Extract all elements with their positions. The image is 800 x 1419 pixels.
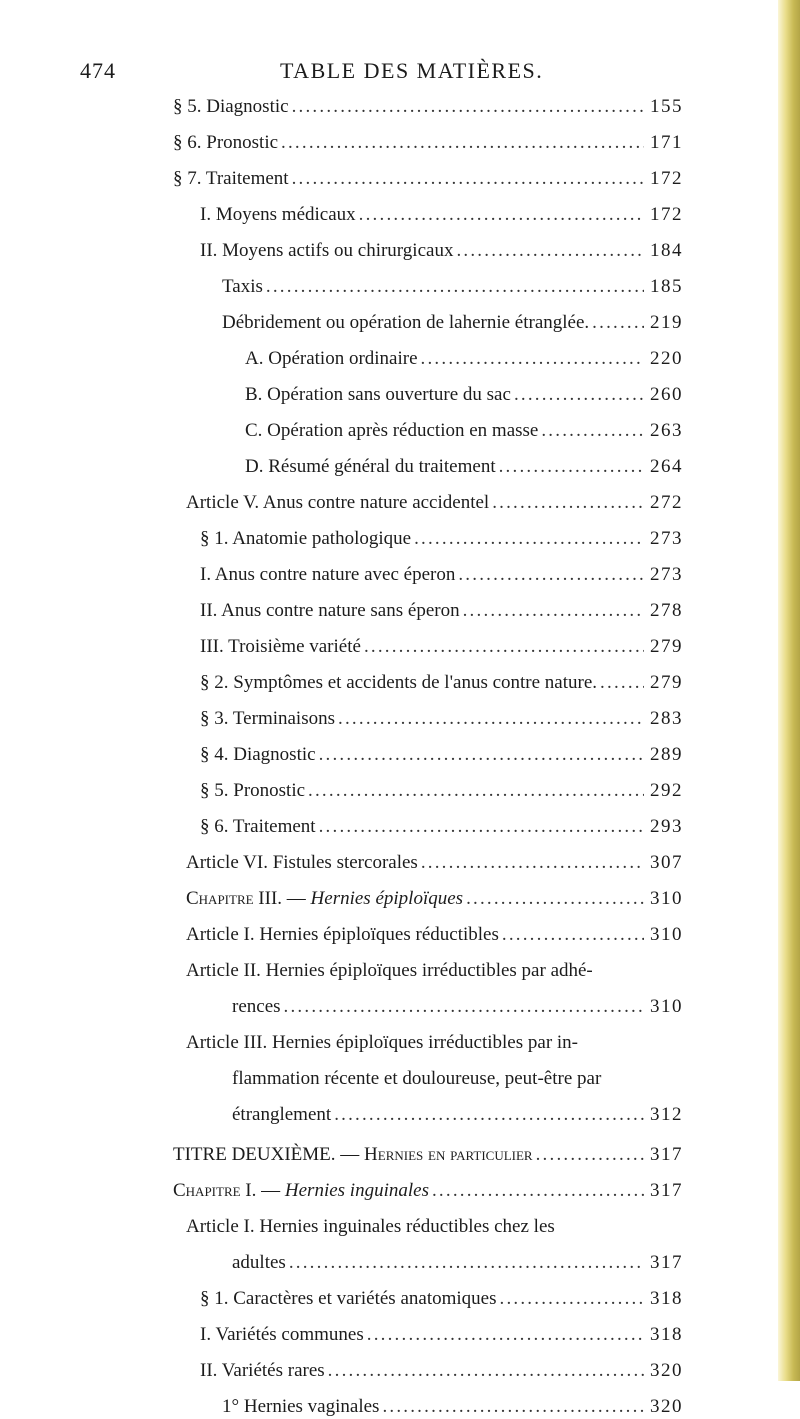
- toc-entry-label: § 6. Traitement: [200, 816, 316, 837]
- toc-entry: [232, 1103, 683, 1127]
- toc-entry-label: rences: [232, 996, 281, 1017]
- toc-entry-label: § 5. Pronostic: [200, 780, 306, 801]
- page-edge-shading: [778, 0, 800, 1381]
- toc-entry-label: II. Anus contre nature sans éperon: [200, 600, 460, 621]
- toc-entry: [200, 779, 683, 803]
- toc-entry-label: 1° Hernies vaginales: [222, 1396, 380, 1417]
- toc-entry-page: 264: [650, 456, 683, 477]
- leader-dots: [292, 95, 644, 119]
- toc-entry-label: § 3. Terminaisons: [200, 708, 336, 729]
- toc-entry-page: 260: [650, 384, 683, 405]
- toc-entry-chapter: [173, 1179, 683, 1203]
- running-title: TABLE DES MATIÈRES.: [280, 58, 544, 83]
- toc-entry: [222, 311, 683, 335]
- toc-entry-page: 278: [650, 600, 683, 621]
- toc-entry: [200, 743, 683, 767]
- toc-entry-page: 172: [650, 204, 683, 225]
- toc-entry: [200, 239, 683, 263]
- leader-dots: [458, 563, 644, 587]
- toc-entry-page: 219: [650, 312, 683, 333]
- toc-entry-page: 279: [650, 636, 683, 657]
- toc-entry: [245, 419, 683, 443]
- toc-entry-label: § 4. Diagnostic: [200, 744, 316, 765]
- toc-entry-label: Chapitre III. — Hernies épiploïques: [186, 888, 464, 909]
- leader-dots: [364, 635, 644, 659]
- toc-entry-page: 283: [650, 708, 683, 729]
- toc-entry: [200, 635, 683, 659]
- toc-entry-label: étranglement: [232, 1104, 332, 1125]
- leader-dots: [592, 311, 644, 335]
- leader-dots: [502, 923, 644, 947]
- leader-dots: [367, 1323, 644, 1347]
- toc-entry: [232, 1251, 683, 1275]
- toc-entry: [200, 1359, 683, 1383]
- toc-entry-page: 273: [650, 528, 683, 549]
- toc-entry-page: 318: [650, 1288, 683, 1309]
- toc-entry: [200, 1323, 683, 1347]
- toc-entry: [173, 167, 683, 191]
- toc-entry: [200, 203, 683, 227]
- toc-entry-page: 317: [650, 1180, 683, 1201]
- toc-entry: [200, 671, 683, 695]
- toc-entry: [232, 995, 683, 1019]
- toc-entry-line: Article I. Hernies inguinales réductibles chez les: [186, 1216, 555, 1237]
- toc-entry-page: 289: [650, 744, 683, 765]
- toc-entry: [200, 1287, 683, 1311]
- toc-entry-label: § 1. Caractères et variétés anatomiques: [200, 1288, 497, 1309]
- leader-dots: [456, 239, 644, 263]
- toc-entry-label: § 1. Anatomie pathologique: [200, 528, 412, 549]
- leader-dots: [281, 131, 644, 155]
- toc-entry-line: Article III. Hernies épiploïques irréductibles par in-: [186, 1032, 578, 1053]
- leader-dots: [338, 707, 644, 731]
- toc-entry-line: Article II. Hernies épiploïques irréductibles par adhé-: [186, 960, 593, 981]
- toc-entry-page: 310: [650, 996, 683, 1017]
- toc-entry-label: Taxis: [222, 276, 263, 297]
- leader-dots: [514, 383, 644, 407]
- toc-entry: [186, 851, 683, 875]
- leader-dots: [308, 779, 644, 803]
- leader-dots: [334, 1103, 644, 1127]
- toc-entry-label: D. Résumé général du traitement: [245, 456, 496, 477]
- leader-dots: [541, 419, 644, 443]
- toc-entry-label: I. Moyens médicaux: [200, 204, 356, 225]
- leader-dots: [284, 995, 644, 1019]
- toc-entry-page: 307: [650, 852, 683, 873]
- toc-entry: [245, 455, 683, 479]
- leader-dots: [382, 1395, 644, 1419]
- toc-entry-label: Chapitre I. — Hernies inguinales: [173, 1180, 429, 1201]
- toc-entry-page: 317: [650, 1252, 683, 1273]
- toc-entry-label: Article V. Anus contre nature accidentel: [186, 492, 490, 513]
- toc-entry: [173, 131, 683, 155]
- toc-entry-page: 320: [650, 1396, 683, 1417]
- toc-entry-page: 293: [650, 816, 683, 837]
- page-number: 474: [80, 58, 116, 83]
- toc-entry-page: 312: [650, 1104, 683, 1125]
- toc-entry-page: 320: [650, 1360, 683, 1381]
- toc-entry-line: flammation récente et douloureuse, peut-être par: [232, 1068, 602, 1089]
- toc-entry-page: 220: [650, 348, 683, 369]
- toc-entry: [173, 95, 683, 119]
- leader-dots: [500, 1287, 645, 1311]
- toc-entry-page: 318: [650, 1324, 683, 1345]
- toc-entry-label: B. Opération sans ouverture du sac: [245, 384, 511, 405]
- toc-entry-label: § 2. Symptômes et accidents de l'anus contre nature.: [200, 672, 598, 693]
- toc-entry-page: 185: [650, 276, 683, 297]
- toc-entry-label: III. Troisième variété: [200, 636, 361, 657]
- toc-entry: [200, 599, 683, 623]
- toc-entry: [186, 491, 683, 515]
- toc-entry-label: § 6. Pronostic: [173, 132, 279, 153]
- toc-entry-page: 279: [650, 672, 683, 693]
- leader-dots: [600, 671, 644, 695]
- toc-entry-label: C. Opération après réduction en masse: [245, 420, 539, 441]
- toc-entry: [245, 347, 683, 371]
- toc-entry-label: I. Anus contre nature avec éperon: [200, 564, 456, 585]
- page-header: [80, 58, 680, 88]
- leader-dots: [266, 275, 644, 299]
- toc-entry-label: TITRE DEUXIÈME. — Hernies en particulier: [173, 1144, 533, 1165]
- toc-entry: [200, 707, 683, 731]
- leader-dots: [492, 491, 644, 515]
- toc-entry: [222, 275, 683, 299]
- leader-dots: [466, 887, 644, 911]
- toc-entry-label: § 5. Diagnostic: [173, 96, 289, 117]
- leader-dots: [289, 1251, 644, 1275]
- toc-entry-label: A. Opération ordinaire: [245, 348, 418, 369]
- toc-entry-page: 263: [650, 420, 683, 441]
- leader-dots: [499, 455, 644, 479]
- toc-entry-page: 292: [650, 780, 683, 801]
- toc-entry-page: 310: [650, 888, 683, 909]
- toc-entry-label: adultes: [232, 1252, 286, 1273]
- toc-entry-label: § 7. Traitement: [173, 168, 289, 189]
- leader-dots: [463, 599, 644, 623]
- leader-dots: [421, 347, 644, 371]
- leader-dots: [319, 815, 644, 839]
- toc-entry-title: [173, 1143, 683, 1167]
- toc-entry-label: II. Variétés rares: [200, 1360, 325, 1381]
- toc-entry: [200, 527, 683, 551]
- toc-entry-label: II. Moyens actifs ou chirurgicaux: [200, 240, 454, 261]
- toc-entry: [186, 923, 683, 947]
- toc-entry-page: 184: [650, 240, 683, 261]
- toc-entry: [200, 563, 683, 587]
- leader-dots: [414, 527, 644, 551]
- toc-entry: [245, 383, 683, 407]
- toc-entry-page: 273: [650, 564, 683, 585]
- leader-dots: [328, 1359, 644, 1383]
- toc-entry-label: Article I. Hernies épiploïques réductibles: [186, 924, 499, 945]
- toc-entry-page: 155: [650, 96, 683, 117]
- toc-entry-page: 310: [650, 924, 683, 945]
- toc-entry-page: 317: [650, 1144, 683, 1165]
- toc-entry-page: 272: [650, 492, 683, 513]
- toc-entry-label: Débridement ou opération de lahernie étranglée.: [222, 312, 590, 333]
- toc-entry-label: I. Variétés communes: [200, 1324, 364, 1345]
- toc-entry-chapter: [186, 887, 683, 911]
- toc-entry-page: 172: [650, 168, 683, 189]
- leader-dots: [359, 203, 644, 227]
- toc-entry-label: Article VI. Fistules stercorales: [186, 852, 418, 873]
- toc-entry: [222, 1395, 683, 1419]
- leader-dots: [536, 1143, 644, 1167]
- leader-dots: [292, 167, 644, 191]
- toc-entry-page: 171: [650, 132, 683, 153]
- leader-dots: [319, 743, 644, 767]
- leader-dots: [421, 851, 644, 875]
- toc-entry: [200, 815, 683, 839]
- leader-dots: [432, 1179, 644, 1203]
